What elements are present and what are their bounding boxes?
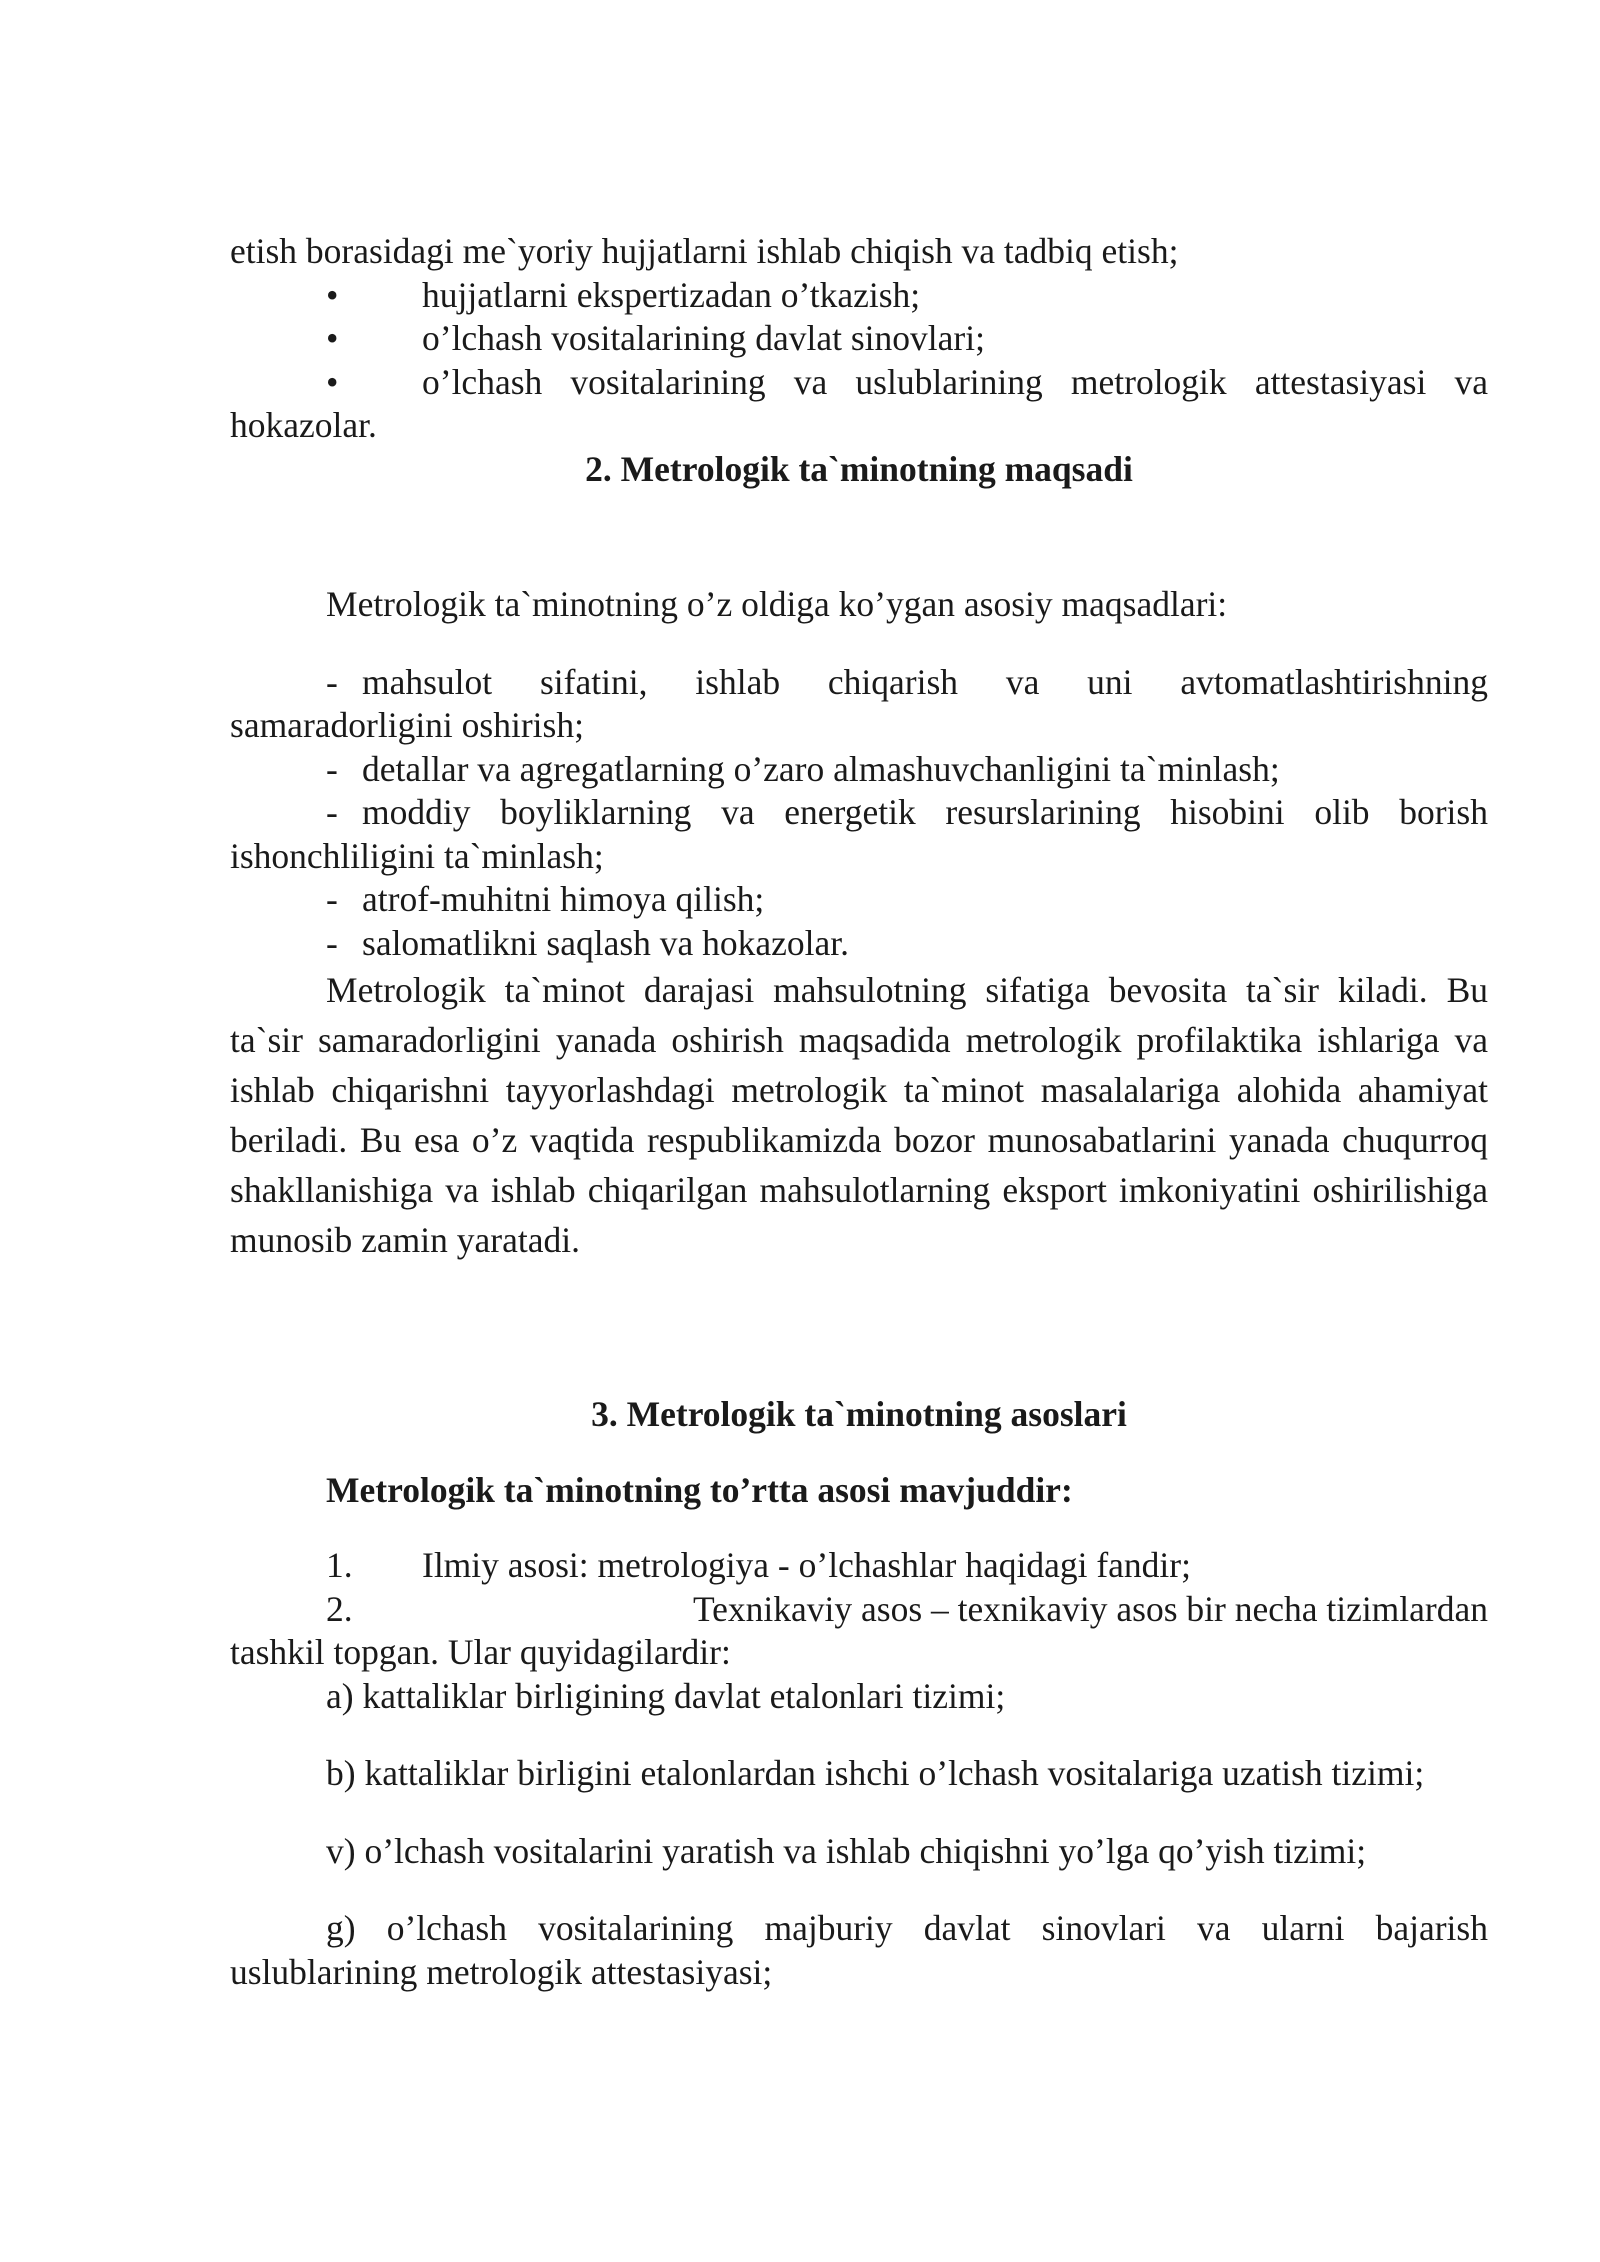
section-3-subtitle: Metrologik ta`minotning to’rtta asosi mavjuddir: [326,1469,1073,1510]
list-text: salomatlikni saqlash va hokazolar. [362,922,850,963]
numbered-text: Texnikaviy asos – texnikaviy asos bir necha tizimlardan [692,1588,1488,1629]
list-item [230,878,1488,922]
list-text-cont: ishonchliligini ta`minlash; [230,835,604,876]
numbered-text-cont: tashkil topgan. Ular quyidagilardir: [230,1632,731,1672]
list-item [230,661,1488,705]
list-text-cont: samaradorligini oshirish; [230,705,584,745]
list-item [230,748,1488,792]
bullet-mark: • [326,274,339,315]
list-item [230,922,1488,966]
bullet-text: hujjatlarni ekspertizadan o’tkazish; [422,274,921,315]
subitem-a: a) kattaliklar birligining davlat etalonlari tizimi; [326,1675,1006,1716]
subitem-v: v) o’lchash vositalarini yaratish va ishlab chiqishni yo’lga qo’yish tizimi; [326,1830,1367,1871]
text-line: etish borasidagi me`yoriy hujjatlarni ishlab chiqish va tadbiq etish; [230,231,1179,271]
number-mark: 2. [326,1588,353,1629]
dash-mark: - [326,748,338,789]
list-text: mahsulot sifatini, ishlab chiqarish va uni avtomatlashtirishning [362,661,1488,702]
list-item [230,791,1488,835]
section-2-title: 2. Metrologik ta`minotning maqsadi [585,448,1133,489]
dash-mark: - [326,922,338,963]
list-text: atrof-muhitni himoya qilish; [362,879,765,919]
numbered-item [230,1544,1488,1588]
dash-mark: - [326,661,338,702]
bullet-text: o’lchash vositalarining davlat sinovlari; [422,318,985,358]
document-page [230,230,1488,1994]
section-2-intro: Metrologik ta`minotning o’z oldiga ko’ygan asosiy maqsadlari: [326,584,1228,624]
bullet-text: o’lchash vositalarining va uslublarining metrologik attestasiyasi va [422,361,1488,402]
numbered-item [230,1588,1488,1632]
numbered-text: Ilmiy asosi: metrologiya - o’lchashlar haqidagi fandir; [422,1545,1191,1585]
list-text: moddiy boyliklarning va energetik resurslarining hisobini olib borish [362,792,1488,832]
bullet-item [230,274,1488,318]
bullet-mark: • [326,361,339,402]
subitem-g: g) o’lchash vositalarining majburiy davlat sinovlari va ularni bajarish uslublarining metrologik attestasiyasi; [230,1908,1488,1992]
bullet-item [230,361,1488,405]
subitem-b: b) kattaliklar birligini etalonlardan ishchi o’lchash vositalariga uzatish tizimi; [326,1753,1425,1793]
number-mark: 1. [326,1545,353,1585]
section-3-title: 3. Metrologik ta`minotning asoslari [591,1394,1127,1434]
section-2-paragraph: Metrologik ta`minot darajasi mahsulotning sifatiga bevosita ta`sir kiladi. Bu ta`sir samaradorligini yanada oshirish maqsadida metrologik profilaktika ishlariga va ishlab chiqarishni tayyorlashdagi metrologik ta`minot masalalariga alohida ahamiyat beriladi. Bu esa o’z vaqtida respublikamizda bozor munosabatlarini yanada chuqurroq shakllanishiga va ishlab chiqarilgan mahsulotlarning eksport imkoniyatini oshirilishiga munosib zamin yaratadi. [230,970,1488,1260]
dash-mark: - [326,792,338,832]
dash-mark: - [326,879,338,919]
bullet-mark: • [326,318,339,358]
bullet-item [230,317,1488,361]
text-line: hokazolar. [230,405,377,445]
list-text: detallar va agregatlarning o’zaro almashuvchanligini ta`minlash; [362,748,1280,789]
